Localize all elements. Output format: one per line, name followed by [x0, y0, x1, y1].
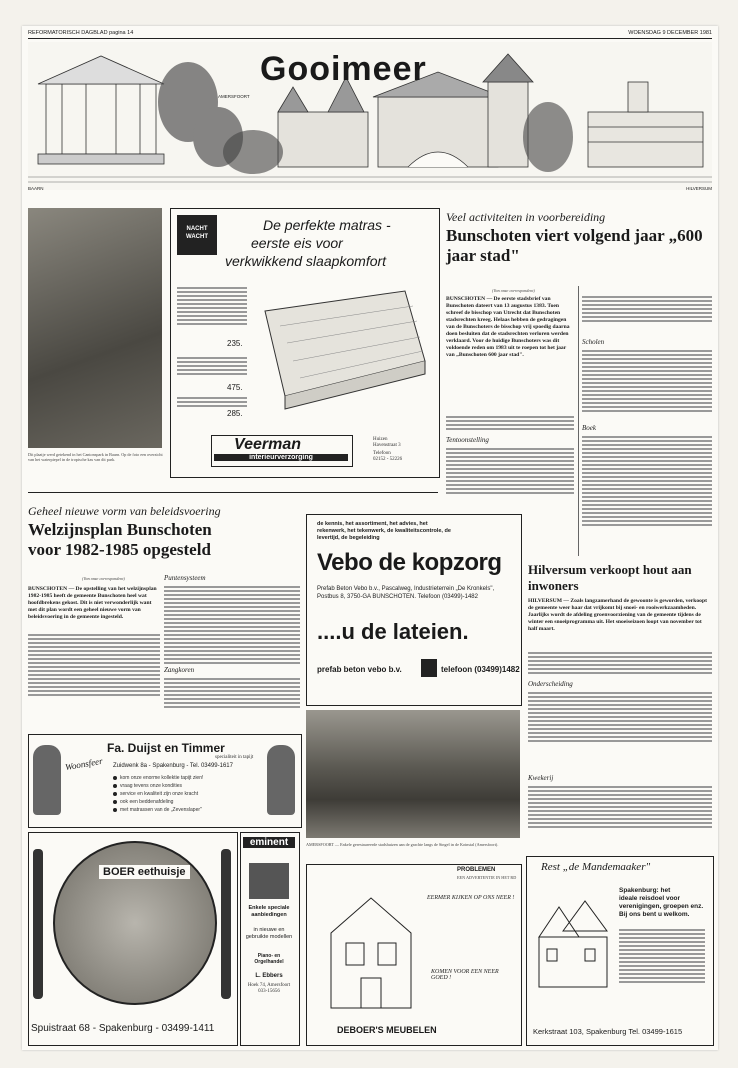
ad-eminent [240, 832, 300, 1046]
meubelen-hand-2: KOMEN VOOR EEN NEER GOED ! [431, 969, 499, 981]
mandemaker-text-2: ideale reisdoel voor [619, 895, 681, 902]
mandemaker-text-1: Spakenburg: het [619, 887, 671, 894]
label-hilversum: HILVERSUM [686, 186, 712, 191]
organ-photo [249, 863, 289, 899]
boer-address: Spuistraat 68 - Spakenburg - 03499-1411 [31, 1023, 215, 1034]
label-baarn: BAARN [28, 186, 44, 191]
bunschoten-lead: BUNSCHOTEN — De eerste stadsbrief van Bunschoten dateert van 13 augustus 1383. Toen schreef de bisschop van Utrecht dat Bunschoten stadsrechten kreeg. Helaas hebben de gedragingen van de Bunschoters de bisschop vrij spoedig daarna doen besluiten dat de stadsrechten verloren werden verklaard. Voor de huidige Bunschoters was dit voldoende reden om 1983 uit te roepen tot het jaar van „Bunschoten 600 jaar stad". [446, 296, 570, 358]
ad-boer [28, 832, 238, 1046]
vebo-headline: Vebo de kopzorg [317, 549, 502, 576]
restaurant-photo: BOER eethuisje [53, 841, 217, 1005]
bunschoten-sub-boek: Boek [582, 424, 596, 432]
duijst-bullet-2: vraag tevens onze kondities [113, 783, 182, 789]
veerman-logo: Veerman interieurverzorging [211, 435, 353, 467]
mandemaker-name: Rest „de Mandemaaker" [541, 861, 651, 873]
vebo-top: de kennis, het assortiment, het advies, het rekenwerk, het tekenwerk, de kwaliteitscontrole, de levertijd, de begeleiding [317, 521, 451, 541]
matras-addr-4: 02152 - 52226 [373, 457, 403, 462]
eminent-address: Hoek 74, Amersfoort 033-15656 [247, 983, 291, 994]
welzijn-sub-zangkoren: Zangkoren [164, 666, 195, 674]
house-drawing [321, 893, 421, 1013]
meubelen-label: PROBLEMEN [457, 867, 496, 873]
duijst-bullet-5: met matrassen van de „Zevenslaper" [113, 807, 202, 813]
ad-matras [170, 208, 440, 478]
nachtwacht-logo: NACHT WACHT [177, 215, 217, 255]
vebo-address: Prefab Beton Vebo b.v., Pascalweg, Industrieterrein „De Kronkels", Postbus 8, 3750-GA BUNSCHOTEN. Telefoon (03499)-1482 [317, 586, 495, 600]
paper-date: WOENSDAG 9 DECEMBER 1981 [628, 30, 712, 36]
vebo-logo-icon [421, 659, 437, 677]
amersfoort-photo [306, 710, 520, 838]
greenhouse-photo [28, 208, 162, 448]
eminent-text-1: Enkele speciale aanbiedingen [248, 905, 290, 918]
meubelen-sub: EEN ADVERTENTIE IN HET RD [457, 875, 517, 880]
label-amersfoort: AMERSFOORT [218, 94, 250, 99]
duijst-bullet-3: service en kwaliteit zijn onze kracht [113, 791, 198, 797]
meubelen-hand-1: EERMER KIJKEN OP ONS NEER ! [427, 895, 515, 901]
welzijn-sub-punten: Puntensysteem [164, 574, 206, 582]
matras-addr-3: Telefoon [373, 451, 391, 456]
meubelen-store: DEBOER'S MEUBELEN [337, 1025, 437, 1035]
knife-icon [221, 849, 231, 999]
mandemaker-text-3: verenigingen, groepen enz. [619, 903, 704, 910]
bunschoten-sub-scholen: Scholen [582, 338, 605, 346]
hilversum-headline: Hilversum verkoopt hout aan inwoners [528, 562, 692, 593]
duijst-name: Fa. Duijst en Timmer [107, 741, 225, 755]
hilversum-sub-onderscheiding: Onderscheiding [528, 680, 573, 688]
duijst-bullet-4: ook een beddenafdeling [113, 799, 173, 805]
bunschoten-kicker: Veel activiteiten in voorbereiding [446, 210, 606, 224]
mandemaker-address: Kerkstraat 103, Spakenburg Tel. 03499-1615 [533, 1027, 683, 1036]
welzijn-headline-2: voor 1982-1985 opgesteld [28, 540, 211, 559]
welzijn-kicker: Geheel nieuwe vorm van beleidsvoering [28, 504, 221, 518]
duijst-bullet-1: kom onze enorme kollektie tapijt zien! [113, 775, 203, 781]
man-figure-icon [267, 745, 295, 815]
welzijn-lead: BUNSCHOTEN — De opstelling van het welzijnsplan 1982-1985 heeft de gemeente Bunschoten heel wat hoofdbrekens gekost. Dit is niet verwonderlijk want met dit plan wordt een geheel nieuwe vorm van beleidsvoering in de gemeente ingesteld. [28, 586, 157, 620]
newspaper-page [22, 26, 718, 1050]
greenhouse-caption: Dit plaatje werd getekend in het Cantonspark in Baarn. Op de foto een overzicht van het waterpiepel in de tropische kas van dit park. [28, 452, 163, 462]
welzijn-headline-1: Welzijnsplan Bunschoten [28, 520, 212, 539]
woman-figure-icon [33, 745, 61, 815]
eminent-text-3: Piano- en Orgelhandel [254, 953, 284, 965]
eminent-logo: eminent [243, 837, 295, 848]
duijst-tag: specialiteit in tapijt [215, 755, 254, 760]
duijst-address: Zuidwenk 8a - Spakenburg - Tel. 03499-1617 [113, 763, 233, 769]
mattress-drawing [255, 281, 431, 421]
price-1: 235. [227, 339, 243, 348]
price-3: 285. [227, 409, 243, 418]
ad-meubelen [306, 864, 522, 1046]
ad-vebo [306, 514, 522, 706]
bunschoten-headline: Bunschoten viert volgend jaar „600 jaar stad" [446, 226, 703, 265]
eminent-text-2: in nieuwe en gebruikte modellen [245, 927, 293, 940]
mandemaker-text-4: Bij ons bent u welkom. [619, 911, 690, 918]
ad-duijst [28, 734, 302, 828]
welzijn-byline: (Van onze correspondent) [82, 576, 125, 581]
hilversum-sub-kwekerij: Kwekerij [528, 774, 554, 782]
vebo-footer-left: prefab beton vebo b.v. [317, 665, 402, 674]
matras-headline-3: verkwikkend slaapkomfort [225, 253, 387, 269]
matras-addr-1: Huizen [373, 437, 388, 442]
eminent-store: L. Ebbers [255, 973, 283, 979]
duijst-place: Woonsfeer [64, 755, 104, 773]
fork-icon [33, 849, 43, 999]
hilversum-lead: HILVERSUM — Zoals langzamerhand de gewoonte is geworden, verkoopt de gemeente weer haar dat vrijkomt bij snoei- en rooiwerkzaamheden. Jaarlijks wordt de afdeling groenvoorziening van de gemeente tijdens de winter een snoeiprogramma uit. Het snoeiseizoen loopt van november tot half maart. [528, 598, 707, 632]
matras-headline-2: eerste eis voor [251, 235, 343, 251]
section-title: Gooimeer [260, 50, 427, 88]
vebo-slogan: ....u de lateien. [317, 619, 469, 644]
bunschoten-sub-tentoonstelling: Tentoonstelling [446, 436, 489, 444]
mandemaker-drawing [533, 887, 613, 997]
bunschoten-byline: (Van onze correspondent) [492, 288, 535, 293]
amersfoort-caption: AMERSFOORT — Enkele gerestaureerde stadshuizen aan de grachte langs de Singel in de Koinstal (Amersfoort). [306, 842, 499, 847]
vebo-footer-right: telefoon (03499)1482 [441, 665, 520, 674]
matras-headline-1: De perfekte matras - [263, 217, 391, 233]
ad-mandemaker [526, 856, 714, 1046]
price-2: 475. [227, 383, 243, 392]
matras-addr-2: Havenstraat 3 [373, 443, 401, 448]
paper-name: REFORMATORISCH DAGBLAD pagina 14 [28, 30, 134, 36]
